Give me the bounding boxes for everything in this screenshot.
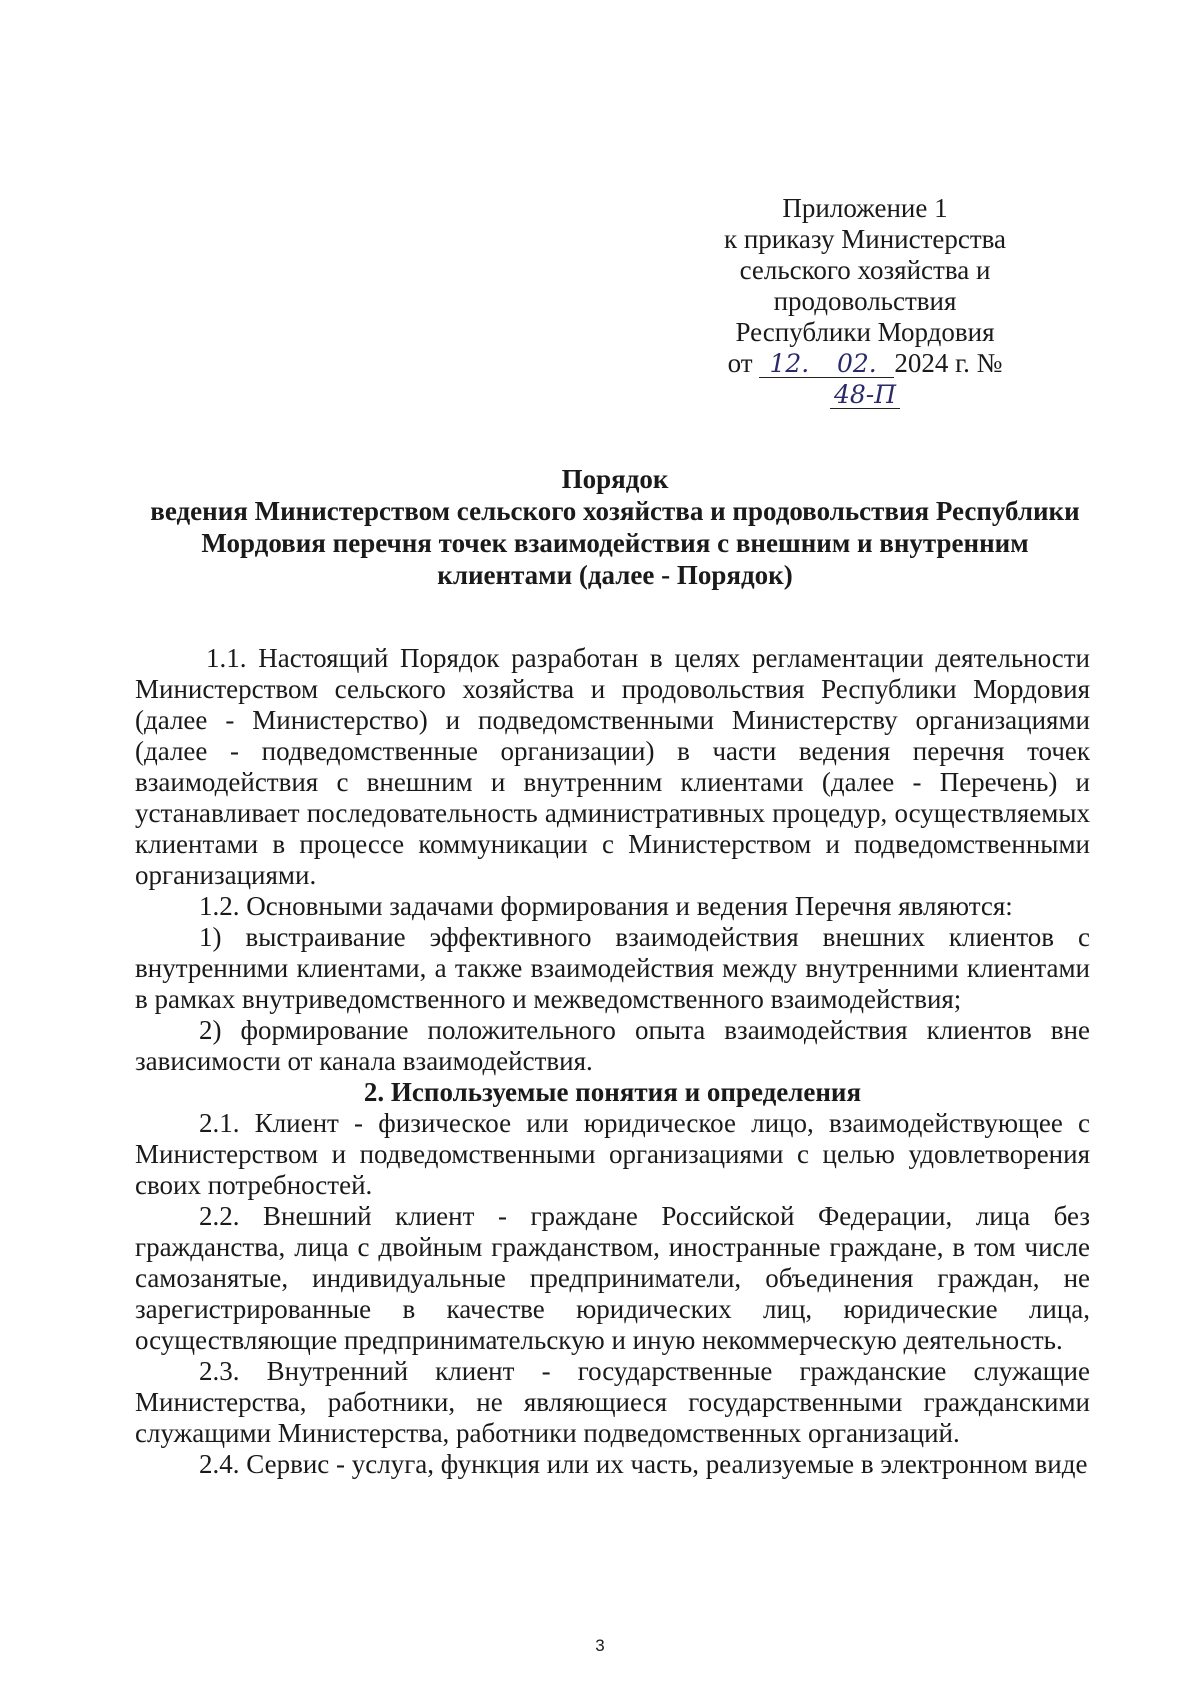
paragraph-2-4: 2.4. Сервис - услуга, функция или их часть, реализуемые в электронном виде	[199, 1449, 1088, 1479]
paragraph-1-2-item-1: 1) выстраивание эффективного взаимодействия внешних клиентов с внутренними клиентами, а также взаимодействия между внутренними клиентами в рамках внутриведомственного и межведомственного взаимодействия;	[135, 922, 1090, 1014]
date-prefix: от	[727, 348, 753, 378]
document-title	[130, 463, 1100, 591]
title-line: клиентами (далее - Порядок)	[437, 560, 793, 590]
appendix-line: продовольствия	[773, 286, 957, 316]
appendix-line: сельского хозяйства и	[739, 255, 991, 285]
title-line: ведения Министерством сельского хозяйства и продовольствия Республики	[150, 496, 1080, 526]
paragraph-1-1: 1.1. Настоящий Порядок разработан в целях регламентации деятельности Министерством сельского хозяйства и продовольствия Республики Мордовия (далее - Министерство) и подведомственными Министерству организациями (далее - подведомственные организации) в части ведения перечня точек взаимодействия с внешним и внутренним клиентами (далее - Перечень) и устанавливает последовательность административных процедур, осуществляемых клиентами в процессе коммуникации с Министерством и подведомственными организациями.	[135, 643, 1090, 890]
paragraph-2-1: 2.1. Клиент - физическое или юридическое лицо, взаимодействующее с Министерством и подведомственными организациями с целью удовлетворения своих потребностей.	[135, 1108, 1090, 1200]
page-number: 3	[595, 1636, 605, 1655]
appendix-header	[700, 193, 1030, 410]
handwritten-month: 02.	[819, 351, 894, 378]
title-line: Порядок	[561, 464, 669, 494]
handwritten-order-number: 48-П	[830, 382, 900, 409]
handwritten-day: 12.	[759, 351, 819, 378]
appendix-line: к приказу Министерства	[723, 224, 1007, 254]
section-2-title: 2. Используемые понятия и определения	[363, 1077, 862, 1107]
paragraph-2-3: 2.3. Внутренний клиент - государственные гражданские служащие Министерства, работники, не являющиеся государственными гражданскими служащими Министерства, работники подведомственных организаций.	[135, 1356, 1090, 1448]
appendix-date-line	[700, 348, 1030, 410]
document-body	[135, 643, 1090, 1480]
title-line: Мордовия перечня точек взаимодействия с внешним и внутренним	[201, 528, 1029, 558]
year-text: 2024 г. №	[894, 348, 1003, 378]
paragraph-1-2-item-2: 2) формирование положительного опыта взаимодействия клиентов вне зависимости от канала взаимодействия.	[135, 1015, 1090, 1076]
appendix-line: Республики Мордовия	[735, 317, 995, 347]
paragraph-1-2: 1.2. Основными задачами формирования и ведения Перечня являются:	[199, 891, 1013, 921]
appendix-line: Приложение 1	[782, 193, 948, 223]
paragraph-2-2: 2.2. Внешний клиент - граждане Российской Федерации, лица без гражданства, лица с двойным гражданством, иностранные граждане, в том числе самозанятые, индивидуальные предприниматели, объединения граждан, не зарегистрированные в качестве юридических лиц, юридические лица, осуществляющие предпринимательскую и иную некоммерческую деятельность.	[135, 1201, 1090, 1355]
